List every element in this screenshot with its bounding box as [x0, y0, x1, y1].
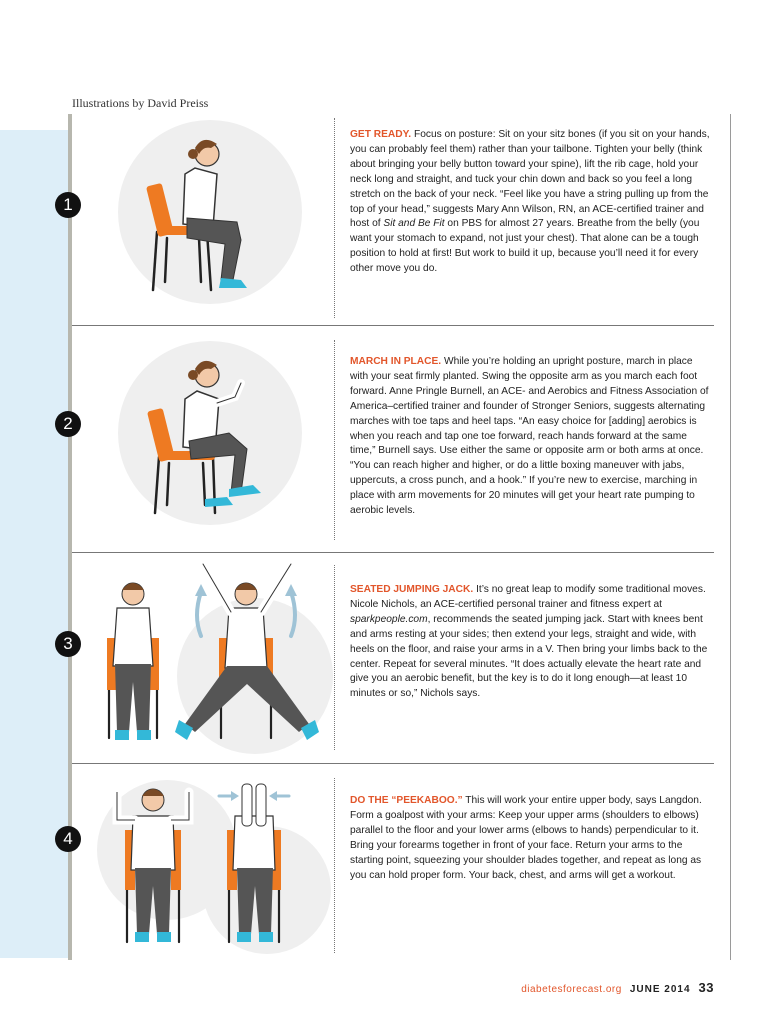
step-body: It’s no great leap to modify some traditional moves. Nicole Nichols, an ACE-certified personal trainer and fitness expert at [350, 584, 706, 610]
step-heading: SEATED JUMPING JACK. [350, 584, 474, 595]
step-body: Focus on posture: Sit on your sitz bones (if you sit on your hands, you can probably feel them) rather than your tailbone. Tighten your belly (think about bringing your belly button toward your spine), lift the rib cage, hold your neck long and straight, and tuck your chin down and back so you feel a long stretch on the back of your neck. “Feel like you have a string pulling up from the top of your head,” suggests Mary Ann Wilson, RN, an ACE-certified trainer and host of [350, 129, 710, 230]
section-divider [72, 763, 714, 764]
page-footer [521, 980, 714, 995]
right-rule [730, 114, 731, 960]
illustration-peekaboo [95, 770, 335, 955]
step-body: on PBS for almost 27 years. Breathe from the belly (you want your stomach to expand, not just your chest). That alone can be a tough position to hold at first! But work to build it up, because you’ll need it for every other move you do. [350, 218, 700, 275]
step-heading: GET READY. [350, 129, 412, 140]
section-divider [72, 552, 714, 553]
page-number: 33 [698, 980, 714, 995]
step-number-badge: 1 [55, 192, 81, 218]
step-text [350, 794, 712, 883]
step-number-badge: 3 [55, 631, 81, 657]
step-body: This will work your entire upper body, says Langdon. Form a goalpost with your arms: Keep your upper arms (shoulders to elbows) parallel to the floor and your lower arms (elbows to hands) perpendicular to it. Bring your forearms together in front of your face. Return your arms to the starting point, squeezing your shoulder blades together, and repeat as long as you can hold proper form. Your back, chest, and arms will get a workout. [350, 795, 702, 881]
step-body-italic: sparkpeople.com [350, 613, 428, 625]
step-number-badge: 2 [55, 411, 81, 437]
step-body: , recommends the seated jumping jack. Start with knees bent and arms resting at your sides; then extend your legs, straight and wide, with heels on the floor, and raise your arms in a V. Then bring your limbs back to the center. Repeat for several minutes. “It does actually elevate the heart rate and give you an aerobic benefit, but the key is to do it long enough—at least 10 minutes or so,” Nichols says. [350, 613, 708, 700]
step-body-italic: Sit and Be Fit [383, 218, 445, 230]
step-body: While you’re holding an upright posture, march in place with your seat firmly planted. Swing the opposite arm as you march each foot forward. Anne Pringle Burnell, an ACE- and Aerobics and Fitness Association of America–certified trainer and founder of Stronger Seniors, suggests alternating marches with toe taps and heel taps. “An easy choice for [adding] aerobics is when you reach and tap one toe forward, reach hands forward at the same time,” Burnell says. Use either the same or opposite arm or both arms at once. “You can reach higher and higher, or do a little boxing maneuver with jabs, uppercuts, a cross punch, and a hook.” If you’re new to exercise, marching in place with arm movements for 20 minutes will get your heart rate pumping to aerobic levels. [350, 356, 709, 517]
step-text [350, 583, 712, 702]
illustration-credit: Illustrations by David Preiss [72, 96, 209, 110]
illustration-get-ready [95, 112, 335, 322]
step-text [350, 128, 712, 277]
footer-site-link[interactable]: diabetesforecast.org [521, 984, 622, 995]
step-text [350, 355, 712, 519]
illustration-seated-jumping-jack [95, 556, 335, 756]
footer-date: JUNE 2014 [629, 984, 691, 995]
illustration-march-in-place [95, 333, 335, 543]
step-heading: DO THE “PEEKABOO.” [350, 795, 463, 806]
step-heading: MARCH IN PLACE. [350, 356, 442, 367]
section-divider [72, 325, 714, 326]
step-number-badge: 4 [55, 826, 81, 852]
